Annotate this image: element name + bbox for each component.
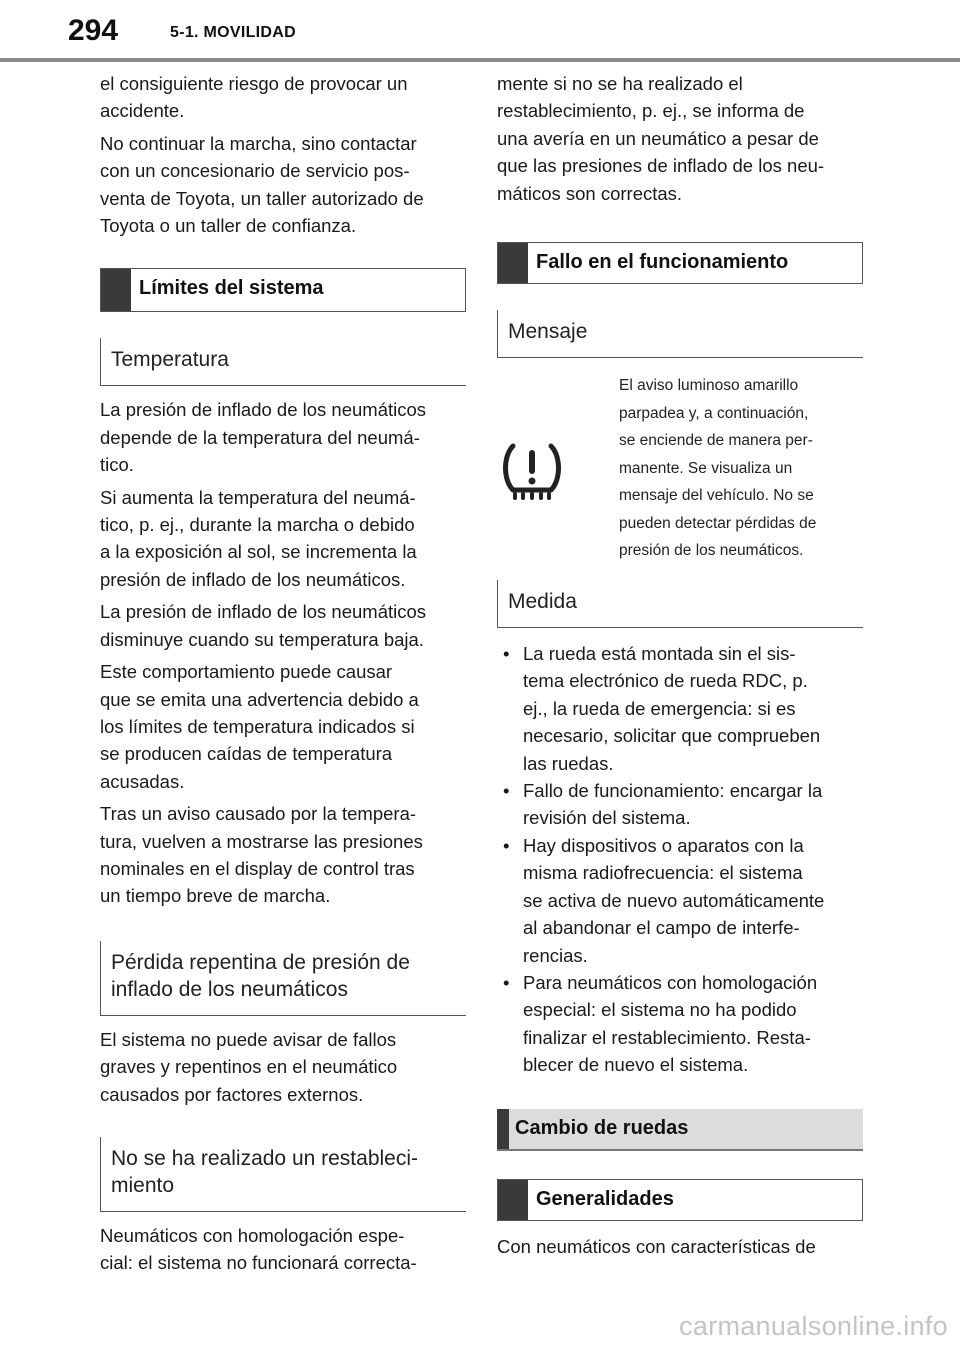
temperature-paragraph-2: Si aumenta la temperatura del neumá- tico, p. ej., durante la marcha o debido a la exposición al sol, se incrementa la presión de inflado de los neumáticos.: [100, 486, 417, 590]
left-column: [100, 70, 466, 1277]
subsection-message: Mensaje: [497, 310, 863, 358]
section-title: Límites del sistema: [139, 277, 324, 300]
pressure-loss-paragraph: El sistema no puede avisar de fallos graves y repentinos en el neumático causados por factores externos.: [100, 1028, 398, 1105]
temperature-paragraph-5: Tras un aviso causado por la tempera- tura, vuelven a mostrarse las presiones nominales en el display de control tras un tiempo breve de marcha.: [100, 803, 423, 907]
no-reset-paragraph: Neumáticos con homologación espe- cial: el sistema no funcionará correcta-: [100, 1224, 417, 1274]
intro-paragraph-2: No continuar la marcha, sino contactar con un concesionario de servicio pos- venta de Toyota, un taller autorizado de Toyota o un taller de confianza.: [100, 132, 424, 237]
measure-list: [497, 640, 863, 1079]
bullet-icon: •: [503, 834, 510, 856]
header-divider: [0, 58, 960, 62]
intro-paragraph-1: el consiguiente riesgo de provocar un accidente.: [100, 73, 408, 122]
bullet-icon: •: [503, 643, 510, 665]
list-item: [497, 777, 863, 832]
bullet-icon: •: [503, 780, 510, 802]
message-row: [497, 358, 863, 580]
list-item-text: Hay dispositivos o aparatos con la misma radiofrecuencia: el sistema se activa de nuevo automáticamente al abandonar el campo de interfe- rencias.: [523, 834, 825, 966]
list-item: [497, 969, 863, 1079]
section-title: Cambio de ruedas: [515, 1116, 689, 1139]
right-column: [497, 70, 863, 1260]
section-system-limits: [100, 268, 466, 312]
temperature-paragraph-4: Este comportamiento puede causar que se emita una advertencia debido a los límites de temperatura indicados si se producen caídas de temperatura acusadas.: [100, 661, 419, 792]
message-description: El aviso luminoso amarillo parpadea y, a continuación, se enciende de manera per- manente. Se visualiza un mensaje del vehículo. No se pueden detectar pérdidas de presión de los neumáticos.: [619, 377, 817, 560]
list-item: [497, 640, 863, 777]
chapter-title: 5-1. MOVILIDAD: [170, 24, 296, 41]
bullet-icon: •: [503, 971, 510, 993]
tire-pressure-warning-icon: [501, 440, 563, 500]
section-wheel-change: [497, 1109, 863, 1151]
subsection-temperature: Temperatura: [100, 338, 466, 386]
section-marker: [497, 1109, 509, 1149]
section-marker: [101, 269, 131, 311]
section-title: Fallo en el funcionamiento: [536, 251, 789, 274]
list-item-text: Fallo de funcionamiento: encargar la revisión del sistema.: [523, 780, 823, 829]
section-marker: [498, 1180, 528, 1220]
list-item-text: Para neumáticos con homologación especial: el sistema no ha podido finalizar el restablecimiento. Resta- blecer de nuevo el sistema.: [523, 971, 818, 1076]
section-marker: [498, 243, 528, 283]
general-paragraph: Con neumáticos con características de: [497, 1235, 816, 1257]
subsection-measure: Medida: [497, 580, 863, 628]
section-general: [497, 1179, 863, 1221]
watermark: carmanualsonline.info: [679, 1311, 948, 1341]
temperature-paragraph-3: La presión de inflado de los neumáticos disminuye cuando su temperatura baja.: [100, 601, 427, 650]
subsection-no-reset: No se ha realizado un restableci- miento: [100, 1137, 466, 1212]
continued-paragraph: mente si no se ha realizado el restablecimiento, p. ej., se informa de una avería en un neumático a pesar de que las presiones de inflado de los neu- máticos son correctas.: [497, 73, 825, 204]
page-header: [0, 0, 960, 62]
section-title: Generalidades: [536, 1187, 674, 1210]
list-item-text: La rueda está montada sin el sis- tema electrónico de rueda RDC, p. ej., la rueda de emergencia: si es necesario, solicitar que comprueben las ruedas.: [523, 643, 821, 774]
section-malfunction: [497, 242, 863, 284]
temperature-paragraph-1: La presión de inflado de los neumáticos depende de la temperatura del neumá- tico.: [100, 399, 427, 476]
page-number: 294: [68, 14, 119, 47]
subsection-sudden-pressure-loss: Pérdida repentina de presión de inflado de los neumáticos: [100, 941, 466, 1016]
list-item: [497, 832, 863, 969]
